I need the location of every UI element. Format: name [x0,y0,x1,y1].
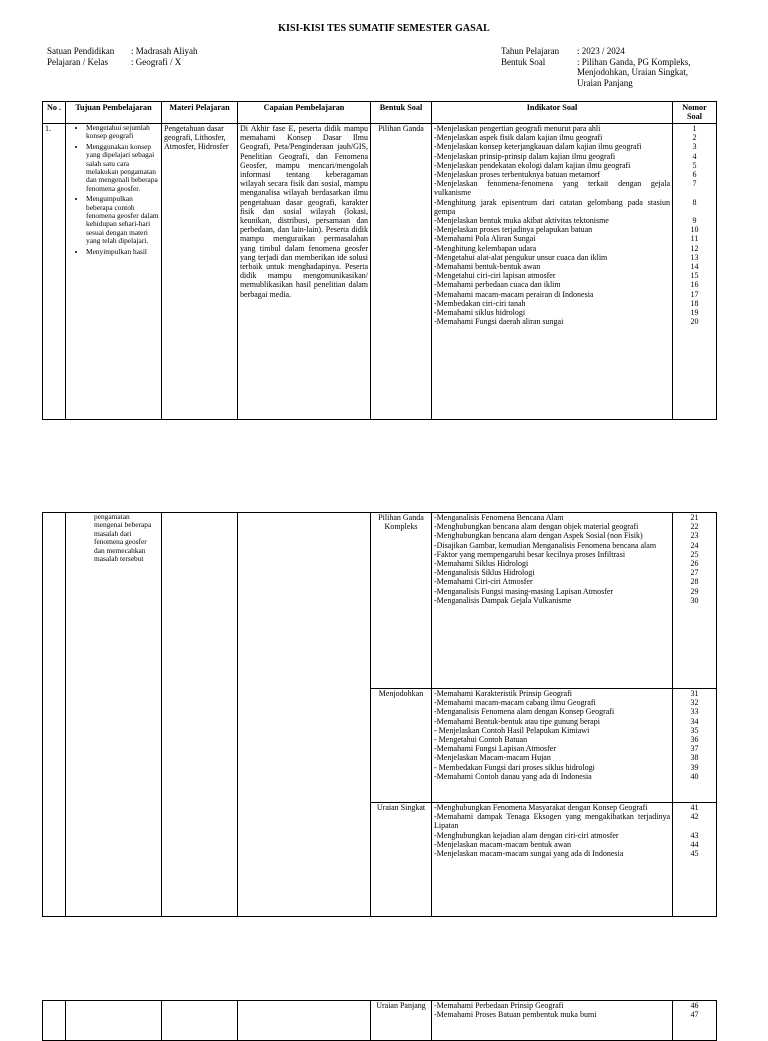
question-number: 11 [690,234,699,244]
question-number: 45 [690,849,699,859]
tujuan-cell: pengamatan mengenai beberapa masalah dari fenomena geosfer dan memecahkan masalah tersebut [66,513,162,917]
indikator-item: -Faktor yang mempengaruhi besar kecilnya proses Infiltrasi [434,549,626,559]
indikator-item: -Disajikan Gambar, kemudian Menganalisis Fenomena bencana alam [434,540,657,550]
header-capaian: Capaian Pembelajaran [238,102,371,124]
indikator-item: -Membedakan ciri-ciri tanah [434,298,526,308]
question-number: 35 [690,725,699,735]
indikator-item: -Memahami Contoh danau yang ada di Indonesia [434,771,592,781]
indikator-item: -Mengetahui ciri-ciri lapisan atmosfer [434,271,556,281]
table-row [43,124,717,420]
indikator-item: -Menghitung kelembapan udara [434,243,537,253]
question-number: 2 [692,133,697,143]
indikator-item: -Menjelaskan konsep keterjangkauan dalam kajian ilmu geografi [434,142,642,152]
question-number: 19 [690,308,699,318]
question-number: 38 [690,753,699,763]
indikator-item: -Memahami Perbedaan Prinsip Geografi [434,1001,564,1010]
question-number: 12 [690,243,699,253]
indikator-cell [432,803,673,917]
indikator-item: - Membedakan Fungsi dari proses siklus hidrologi [434,762,595,772]
question-number: 43 [690,830,699,840]
nomor-cell [673,803,717,917]
capaian-cell [238,513,371,917]
bentuk-cell: Pilihan Ganda Kompleks [371,513,432,689]
indikator-item: -Menghubungkan Fenomena Masyarakat dengan Konsep Geografi [434,803,648,812]
bentuk-cell: Uraian Singkat [371,803,432,917]
indikator-item: -Menganalisis Fenomena alam dengan Konsep Geografi [434,707,615,717]
meta-label [501,78,577,89]
indikator-item: -Menghitung jarak episentrum dari catatan gelombang pada stasiun gempa [434,197,670,216]
kisi-kisi-table-page1 [42,101,717,420]
indikator-item: -Menghubungkan bencana alam dengan objek material geografi [434,522,639,532]
meta-label: Bentuk Soal [501,56,546,67]
meta-label: Pelajaran / Kelas [47,56,108,67]
indikator-item: -Memahami Fungsi daerah aliran sungai [434,317,564,327]
indikator-cell [432,513,673,689]
indikator-item: -Menjelaskan macam-macam sungai yang ada di Indonesia [434,849,624,859]
indikator-item: -Menjelaskan proses terjadinya pelapukan batuan [434,225,593,235]
question-number: 26 [690,559,699,569]
indikator-item: -Memahami Siklus Hidrologi [434,559,529,569]
indikator-cell [432,689,673,803]
question-number: 15 [690,271,699,281]
indikator-cell [432,1001,673,1041]
table-row [43,513,717,689]
indikator-item: -Menganalisis Siklus Hidrologi [434,568,535,578]
capaian-cell [238,1001,371,1041]
question-number: 18 [690,298,699,308]
question-number: 46 [690,1001,699,1010]
indikator-item: -Memahami Fungsi Lapisan Atmosfer [434,744,556,754]
kisi-kisi-table-page3 [42,1000,717,1041]
indikator-item: - Menjelaskan Contoh Hasil Pelapukan Kimiawi [434,725,590,735]
meta-left [47,46,198,67]
meta-value: : 2023 / 2024 [577,46,625,56]
question-number: 9 [692,216,697,226]
indikator-item: -Memahami Karakteristik Prinsip Geografi [434,689,572,698]
question-number: 31 [690,689,699,698]
nomor-cell [673,689,717,803]
meta-value: : Pilihan Ganda, PG Kompleks, [577,56,691,67]
header-indikator: Indikator Soal [432,102,673,124]
question-number: 17 [690,289,699,299]
question-number: 22 [690,522,699,532]
question-number: 39 [690,762,699,772]
tujuan-item: • Menggunakan konsep yang dipelajari sebagai salah satu cara melakukan pengamatan dan mengenali beberapa fenomena geosfer. [86,143,159,193]
materi-cell [162,513,238,917]
indikator-item: -Menganalisis Dampak Gejala Vulkanisme [434,595,572,605]
indikator-item: -Memahami Ciri-ciri Atmosfer [434,577,533,587]
nomor-cell [673,513,717,689]
question-number: 30 [690,595,699,605]
question-number: 29 [690,586,699,596]
question-number: 27 [690,568,699,578]
indikator-item: -Memahami dampak Tenaga Eksogen yang mengakibatkan terjadinya Lipatan [434,812,670,831]
question-number: 41 [690,803,699,812]
document-title: KISI-KISI TES SUMATIF SEMESTER GASAL [278,23,490,34]
indikator-item: -Menganalisis Fungsi masing-masing Lapisan Atmosfer [434,586,614,596]
indikator-item: -Memahami Pola Aliran Sungai [434,234,536,244]
question-number: 40 [690,771,699,781]
indikator-item: -Memahami macam-macam cabang ilmu Geografi [434,698,596,708]
table-row [43,1001,717,1041]
meta-label: Tahun Pelajaran [501,46,560,56]
kisi-kisi-table-page2 [42,512,717,917]
capaian-cell: Di Akhir fase E, peserta didik mampu memahami Konsep Dasar Ilmu Geografi, Peta/Penginderaan jauh/GIS, Penelitian Geografi, dan Fenomena Geosfer, mampu mencari/mengolah informasi tentang keberagaman wilayah secara fisik dan sosial, mampu menganalisa wilayah berdasarkan ilmu pengetahuan dasar geografi, karakter fisik dan sosial wilayah (lokasi, keunikan, distribusi, persamaan dan perbedaan, dan lain-lain). Peserta didik mampu menguraikan permasalahan yang timbul dalam fenomena geosfer yang terjadi dan memberikan ide solusi terbaik untuk menghadapinya. Peserta didik mampu mengomunikasikan/ memublikasikan hasil penelitian dalam berbagai media. [238,124,371,420]
indikator-item: -Menjelaskan bentuk muka akibat aktivitas tektonisme [434,216,609,226]
indikator-item: -Memahami siklus hidrologi [434,308,526,318]
materi-cell [162,1001,238,1041]
question-number: 36 [690,735,699,745]
bentuk-cell: Uraian Panjang [371,1001,432,1041]
question-number: 1 [692,124,697,133]
meta-value: Menjodohkan, Uraian Singkat, [577,67,688,77]
question-number: 13 [690,252,699,262]
indikator-cell [432,124,673,420]
question-number: 42 [690,812,699,822]
question-number: 10 [690,225,699,235]
indikator-item: -Menjelaskan Macam-macam Hujan [434,753,551,763]
header-no: No . [43,102,66,124]
question-number: 3 [692,142,697,152]
question-number: 23 [690,531,699,541]
question-number: 47 [690,1010,699,1020]
tujuan-cell [66,1001,162,1041]
indikator-item: -Mengetahui alat-alat pengukur unsur cuaca dan iklim [434,252,608,262]
meta-value: Uraian Panjang [577,77,633,88]
question-number: 24 [690,540,699,550]
meta-label: Satuan Pendidikan [47,46,115,56]
indikator-item: -Memahami perbedaan cuaca dan iklim [434,280,561,290]
indikator-item: -Memahami macam-macam perairan di Indonesia [434,289,594,299]
header-nomor: Nomor Soal [673,102,717,124]
header-tujuan: Tujuan Pembelajaran [66,102,162,124]
tujuan-item: • Mengumpulkan beberapa contoh fenomena geosfer dalam kehidupan sehari-hari sesuai dengan materi yang telah dipelajari. [86,195,159,245]
row-number [43,513,66,917]
indikator-item: -Menghubungkan bencana alam dengan Aspek Sosial (non Fisik) [434,531,643,541]
header-materi: Materi Pelajaran [162,102,238,124]
question-number: 5 [692,160,697,170]
indikator-item: -Memahami Bentuk-bentuk atau tipe gunung berapi [434,716,600,726]
row-number: 1. [43,124,66,420]
indikator-item: -Menganalisis Fenomena Bencana Alam [434,513,564,522]
question-number: 44 [690,839,699,849]
question-number: 6 [692,170,697,180]
meta-value: : Geografi / X [131,56,182,67]
row-number [43,1001,66,1041]
indikator-item: - Mengetahui Contoh Batuan [434,735,528,745]
question-number: 28 [690,577,699,587]
indikator-item: -Menjelaskan prinsip-prinsip dalam kajian ilmu geografi [434,151,616,161]
tujuan-cell [66,124,162,420]
indikator-item: -Menjelaskan fenomena-fenomena yang terkait dengan gejala vulkanisme [434,179,670,198]
question-number: 4 [692,151,697,161]
indikator-item: -Menjelaskan pendekatan ekologi dalam kajian ilmu geografi [434,160,631,170]
question-number: 21 [690,513,699,522]
indikator-item: -Memahami Proses Batuan pembentuk muka bumi [434,1010,597,1020]
question-number: 20 [690,317,699,327]
nomor-cell [673,1001,717,1041]
indikator-item: -Menjelaskan pengertian geografi menurut para ahli [434,124,601,133]
meta-right [501,46,691,88]
indikator-item: -Menjelaskan proses terbentuknya batuan metamorf [434,170,601,180]
indikator-item: -Menghubungkan kejadian alam dengan ciri-ciri atmosfer [434,830,619,840]
materi-cell: Pengetahuan dasar geografi, Lithosfer, Atmosfer, Hidrosfer [162,124,238,420]
question-number: 25 [690,549,699,559]
tujuan-item: • Mengetahui sejumlah konsep geografi [86,124,159,141]
nomor-cell [673,124,717,420]
question-number: 33 [690,707,699,717]
tujuan-item: • Menyimpulkan hasil [86,248,159,256]
indikator-item: -Menjelaskan aspek fisik dalam kajian ilmu geografi [434,133,603,143]
question-number: 34 [690,716,699,726]
header-row [43,102,717,124]
question-number: 32 [690,698,699,708]
indikator-item: -Menjelaskan macam-macam bentuk awan [434,839,572,849]
bentuk-cell: Pilihan Ganda [371,124,432,420]
meta-label [501,67,577,78]
question-number: 8 [692,197,697,207]
indikator-item: -Memahami bentuk-bentuk awan [434,262,541,272]
question-number: 7 [692,179,697,189]
question-number: 14 [690,262,699,272]
question-number: 37 [690,744,699,754]
meta-value: : Madrasah Aliyah [131,46,198,56]
header-bentuk: Bentuk Soal [371,102,432,124]
question-number: 16 [690,280,699,290]
bentuk-cell: Menjodohkan [371,689,432,803]
